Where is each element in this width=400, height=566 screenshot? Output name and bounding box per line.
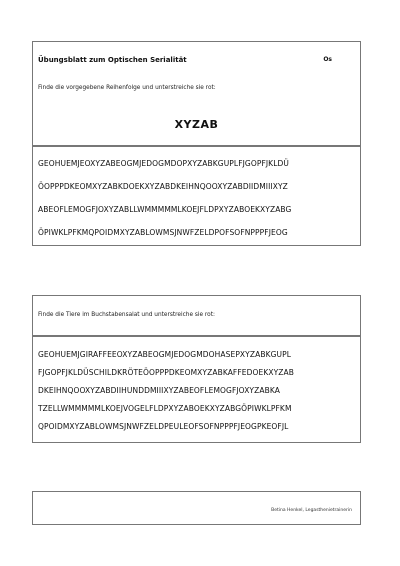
animal-line: QPOIDMXYZABLOWMSJNWFZELDPEULEOFSOFNPPPFJEOGPKEOFJL — [38, 422, 289, 431]
animal-line: FJGOPFJKLDÜSCHILDKRÖTEÖOPPPDKEOMXYZABKAFFEDOEKXYZAB — [38, 368, 294, 377]
animal-line: TZELLWMMMMMLKOEJVOGELFLDPXYZABOEKXYZABGÖPIWKLPFKM — [38, 404, 292, 413]
author-credit: Betina Henkel, Legasthenietrainerin — [271, 508, 352, 513]
target-sequence: XYZAB — [174, 118, 219, 131]
sequence-letter-box — [32, 146, 361, 246]
animal-line: GEOHUEMJGIRAFFEEOXYZABEOGMJEDOGMDOHASEPXYZABKGUPL — [38, 350, 291, 359]
footer-box — [32, 491, 361, 525]
animal-line: DKEIHNQOOXYZABDIIHUNDDMIIIXYZABEOFLEMOGFJOXYZABKA — [38, 386, 280, 395]
sequence-line: GEOHUEMJEOXYZABEOGMJEDOGMDOPXYZABKGUPLFJGOPFJKLDÜ — [38, 159, 289, 168]
worksheet-title: Übungsblatt zum Optischen Serialität — [38, 56, 187, 64]
animals-instruction-box — [32, 295, 361, 336]
sequence-line: ABEOFLEMOGFJOXYZABLLWMMMMMLKOEJFLDPXYZABOEKXYZABG — [38, 205, 292, 214]
animals-letter-box — [32, 336, 361, 443]
animals-instruction: Finde die Tiere im Buchstabensalat und unterstreiche sie rot: — [38, 312, 215, 318]
sequence-line: ÖPIWKLPFKMQPOIDMXYZABLOWMSJNWFZELDPOFSOFNPPPFJEOG — [38, 228, 288, 237]
sequence-line: ÖOPPPDKEOMXYZABKDOEKXYZABDKEIHNQOOXYZABDIIDMIIIXYZ — [38, 182, 288, 191]
worksheet-code: Os — [323, 56, 332, 63]
sequence-instruction: Finde die vorgegebene Reihenfolge und unterstreiche sie rot: — [38, 85, 216, 91]
header-box — [32, 41, 361, 146]
